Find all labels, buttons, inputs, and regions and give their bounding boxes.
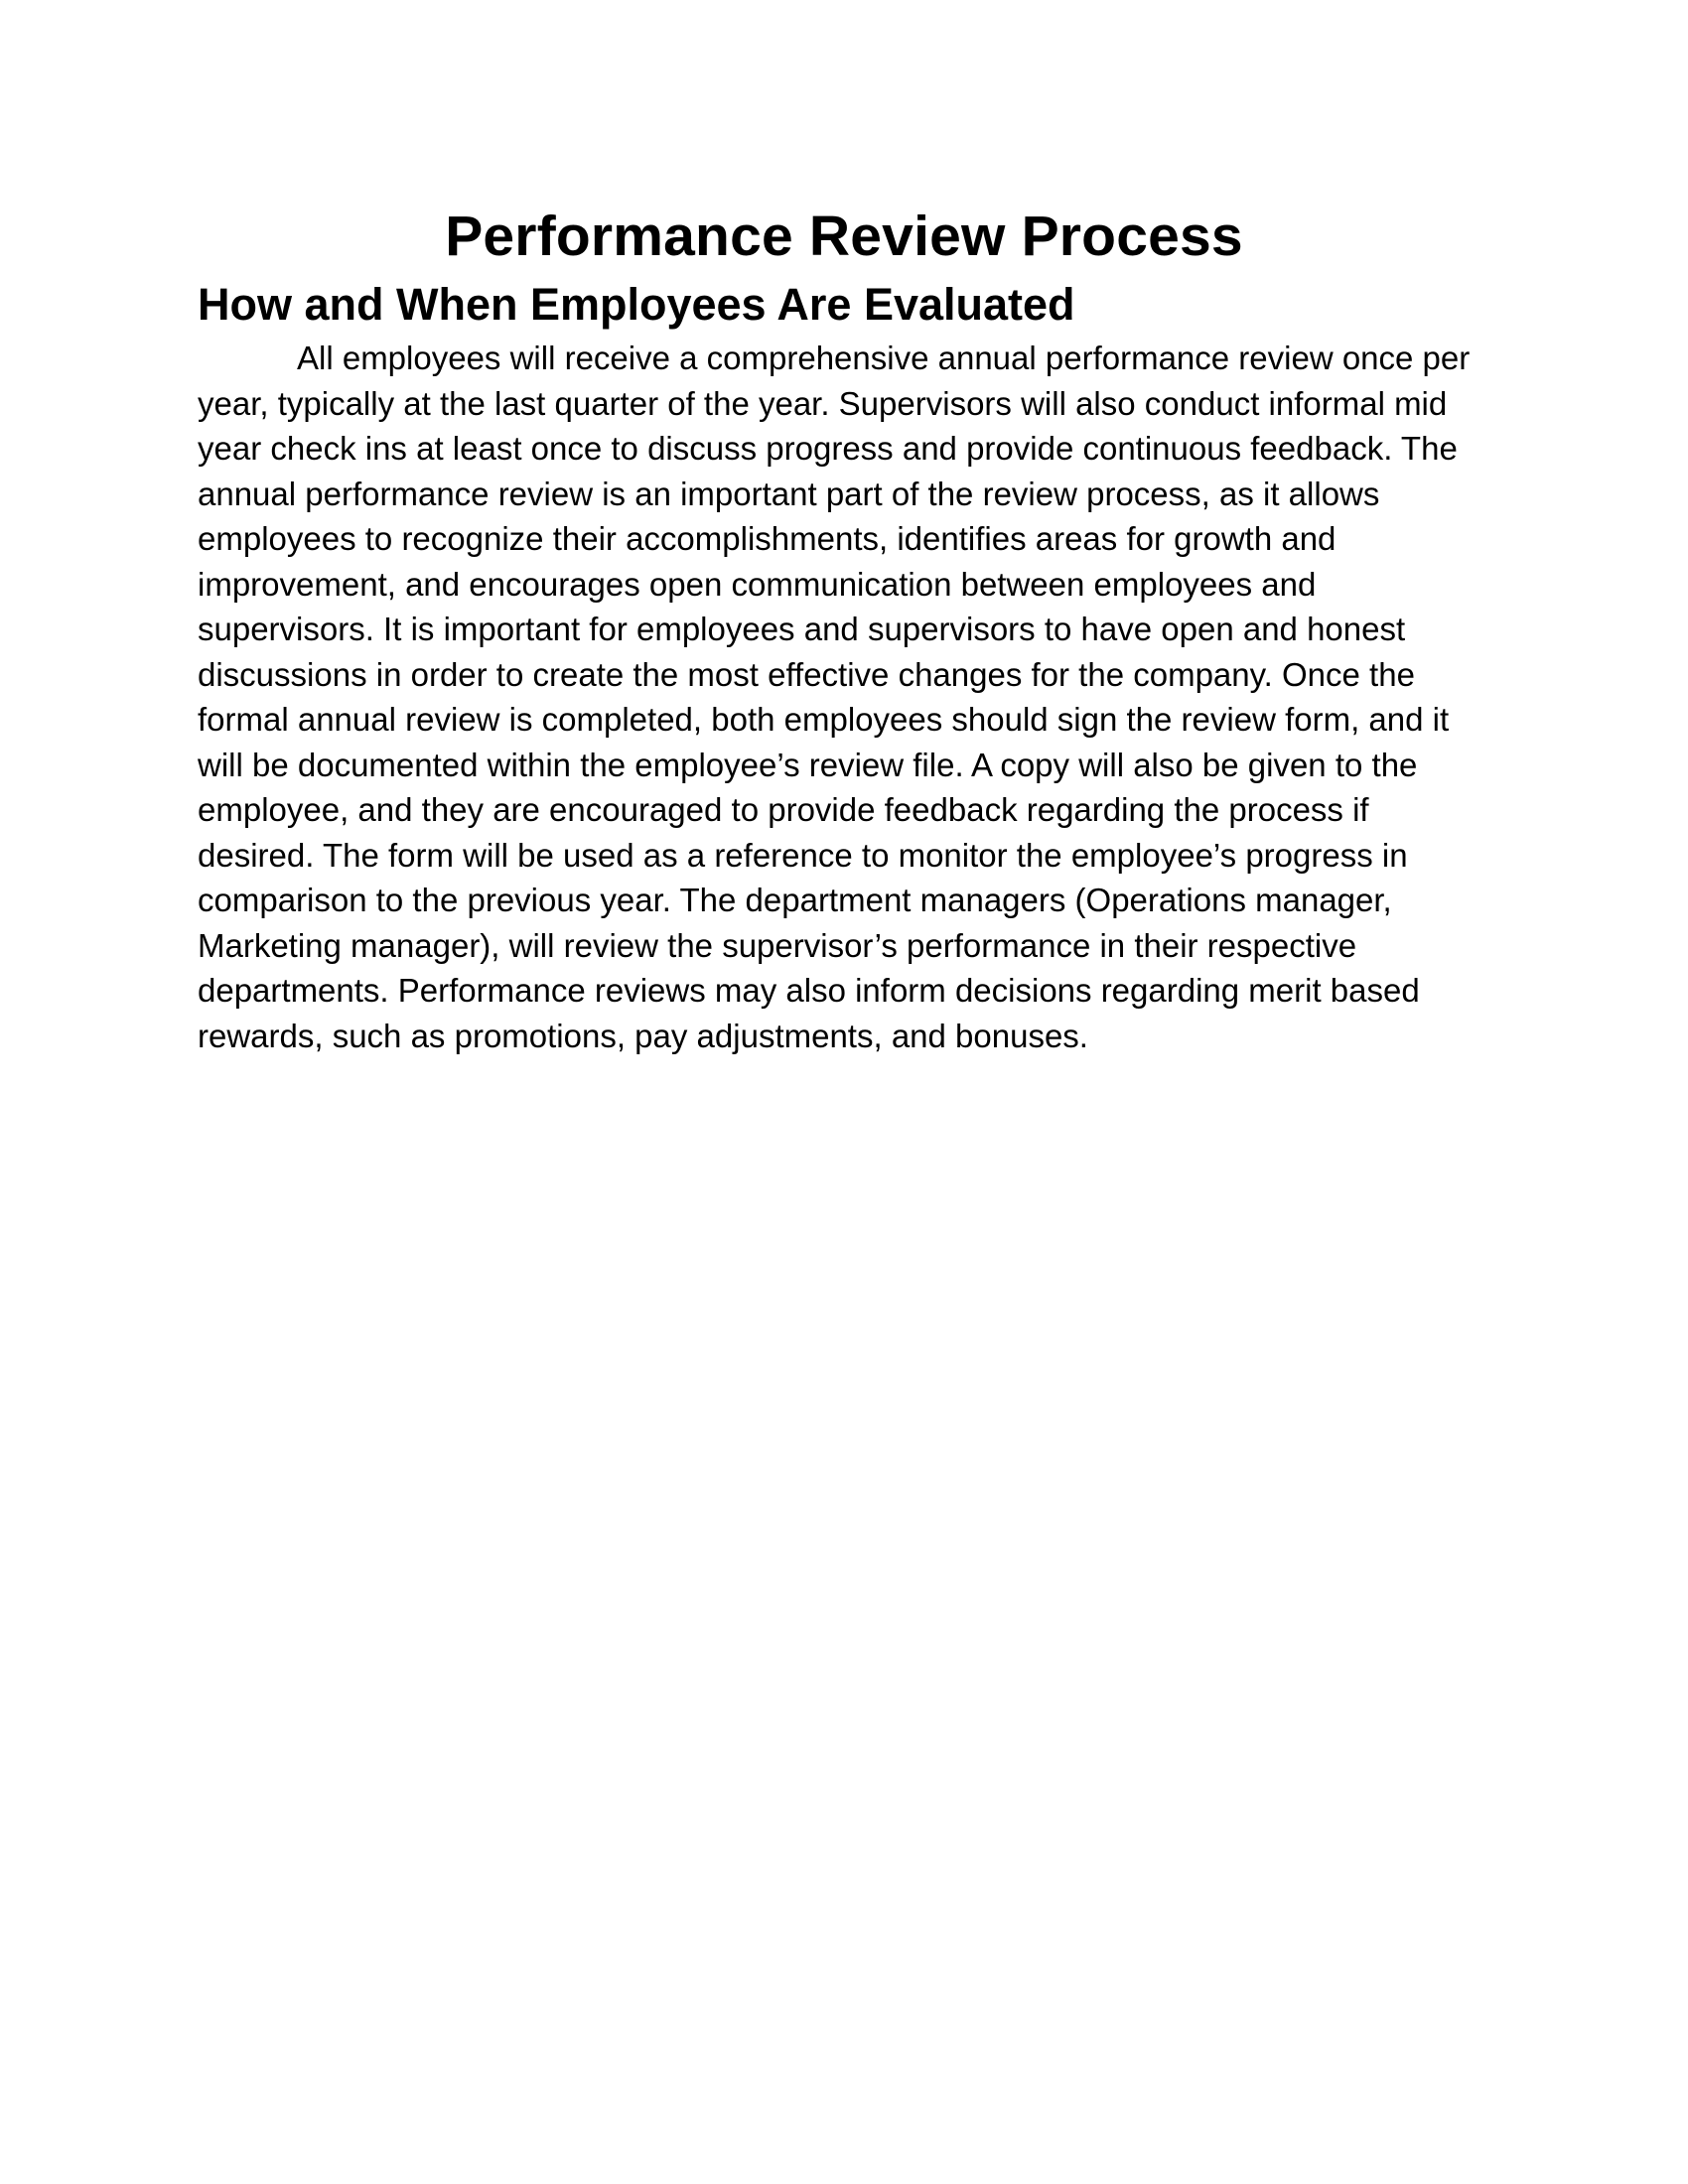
paragraph-line: rewards, such as promotions, pay adjustments, and bonuses. bbox=[198, 1017, 1088, 1054]
paragraph-line: Marketing manager), will review the supervisor’s performance in their respective bbox=[198, 926, 1357, 964]
paragraph-line: comparison to the previous year. The department managers (Operations manager, bbox=[198, 882, 1392, 918]
paragraph-line: annual performance review is an important part of the review process, as it allows bbox=[198, 475, 1380, 512]
paragraph-line: discussions in order to create the most effective changes for the company. Once the bbox=[198, 655, 1415, 693]
paragraph-line: employee, and they are encouraged to provide feedback regarding the process if bbox=[198, 791, 1369, 828]
body-paragraph bbox=[198, 336, 1488, 1058]
paragraph-line: will be documented within the employee’s review file. A copy will also be given to the bbox=[198, 746, 1418, 783]
paragraph-line: year, typically at the last quarter of the year. Supervisors will also conduct informal mid bbox=[198, 384, 1448, 422]
paragraph-line: departments. Performance reviews may also inform decisions regarding merit based bbox=[198, 972, 1420, 1009]
paragraph-line: year check ins at least once to discuss progress and provide continuous feedback. The bbox=[198, 430, 1458, 467]
section-heading: How and When Employees Are Evaluated bbox=[198, 279, 1075, 330]
paragraph-line: desired. The form will be used as a reference to monitor the employee’s progress in bbox=[198, 836, 1408, 874]
document-title: Performance Review Process bbox=[445, 205, 1243, 268]
paragraph-line: All employees will receive a comprehensive annual performance review once per bbox=[297, 340, 1471, 376]
paragraph-line: improvement, and encourages open communication between employees and bbox=[198, 565, 1317, 603]
paragraph-line: formal annual review is completed, both employees should sign the review form, and it bbox=[198, 701, 1450, 738]
paragraph-line: supervisors. It is important for employees and supervisors to have open and honest bbox=[198, 611, 1406, 647]
paragraph-line: employees to recognize their accomplishments, identifies areas for growth and bbox=[198, 520, 1336, 557]
